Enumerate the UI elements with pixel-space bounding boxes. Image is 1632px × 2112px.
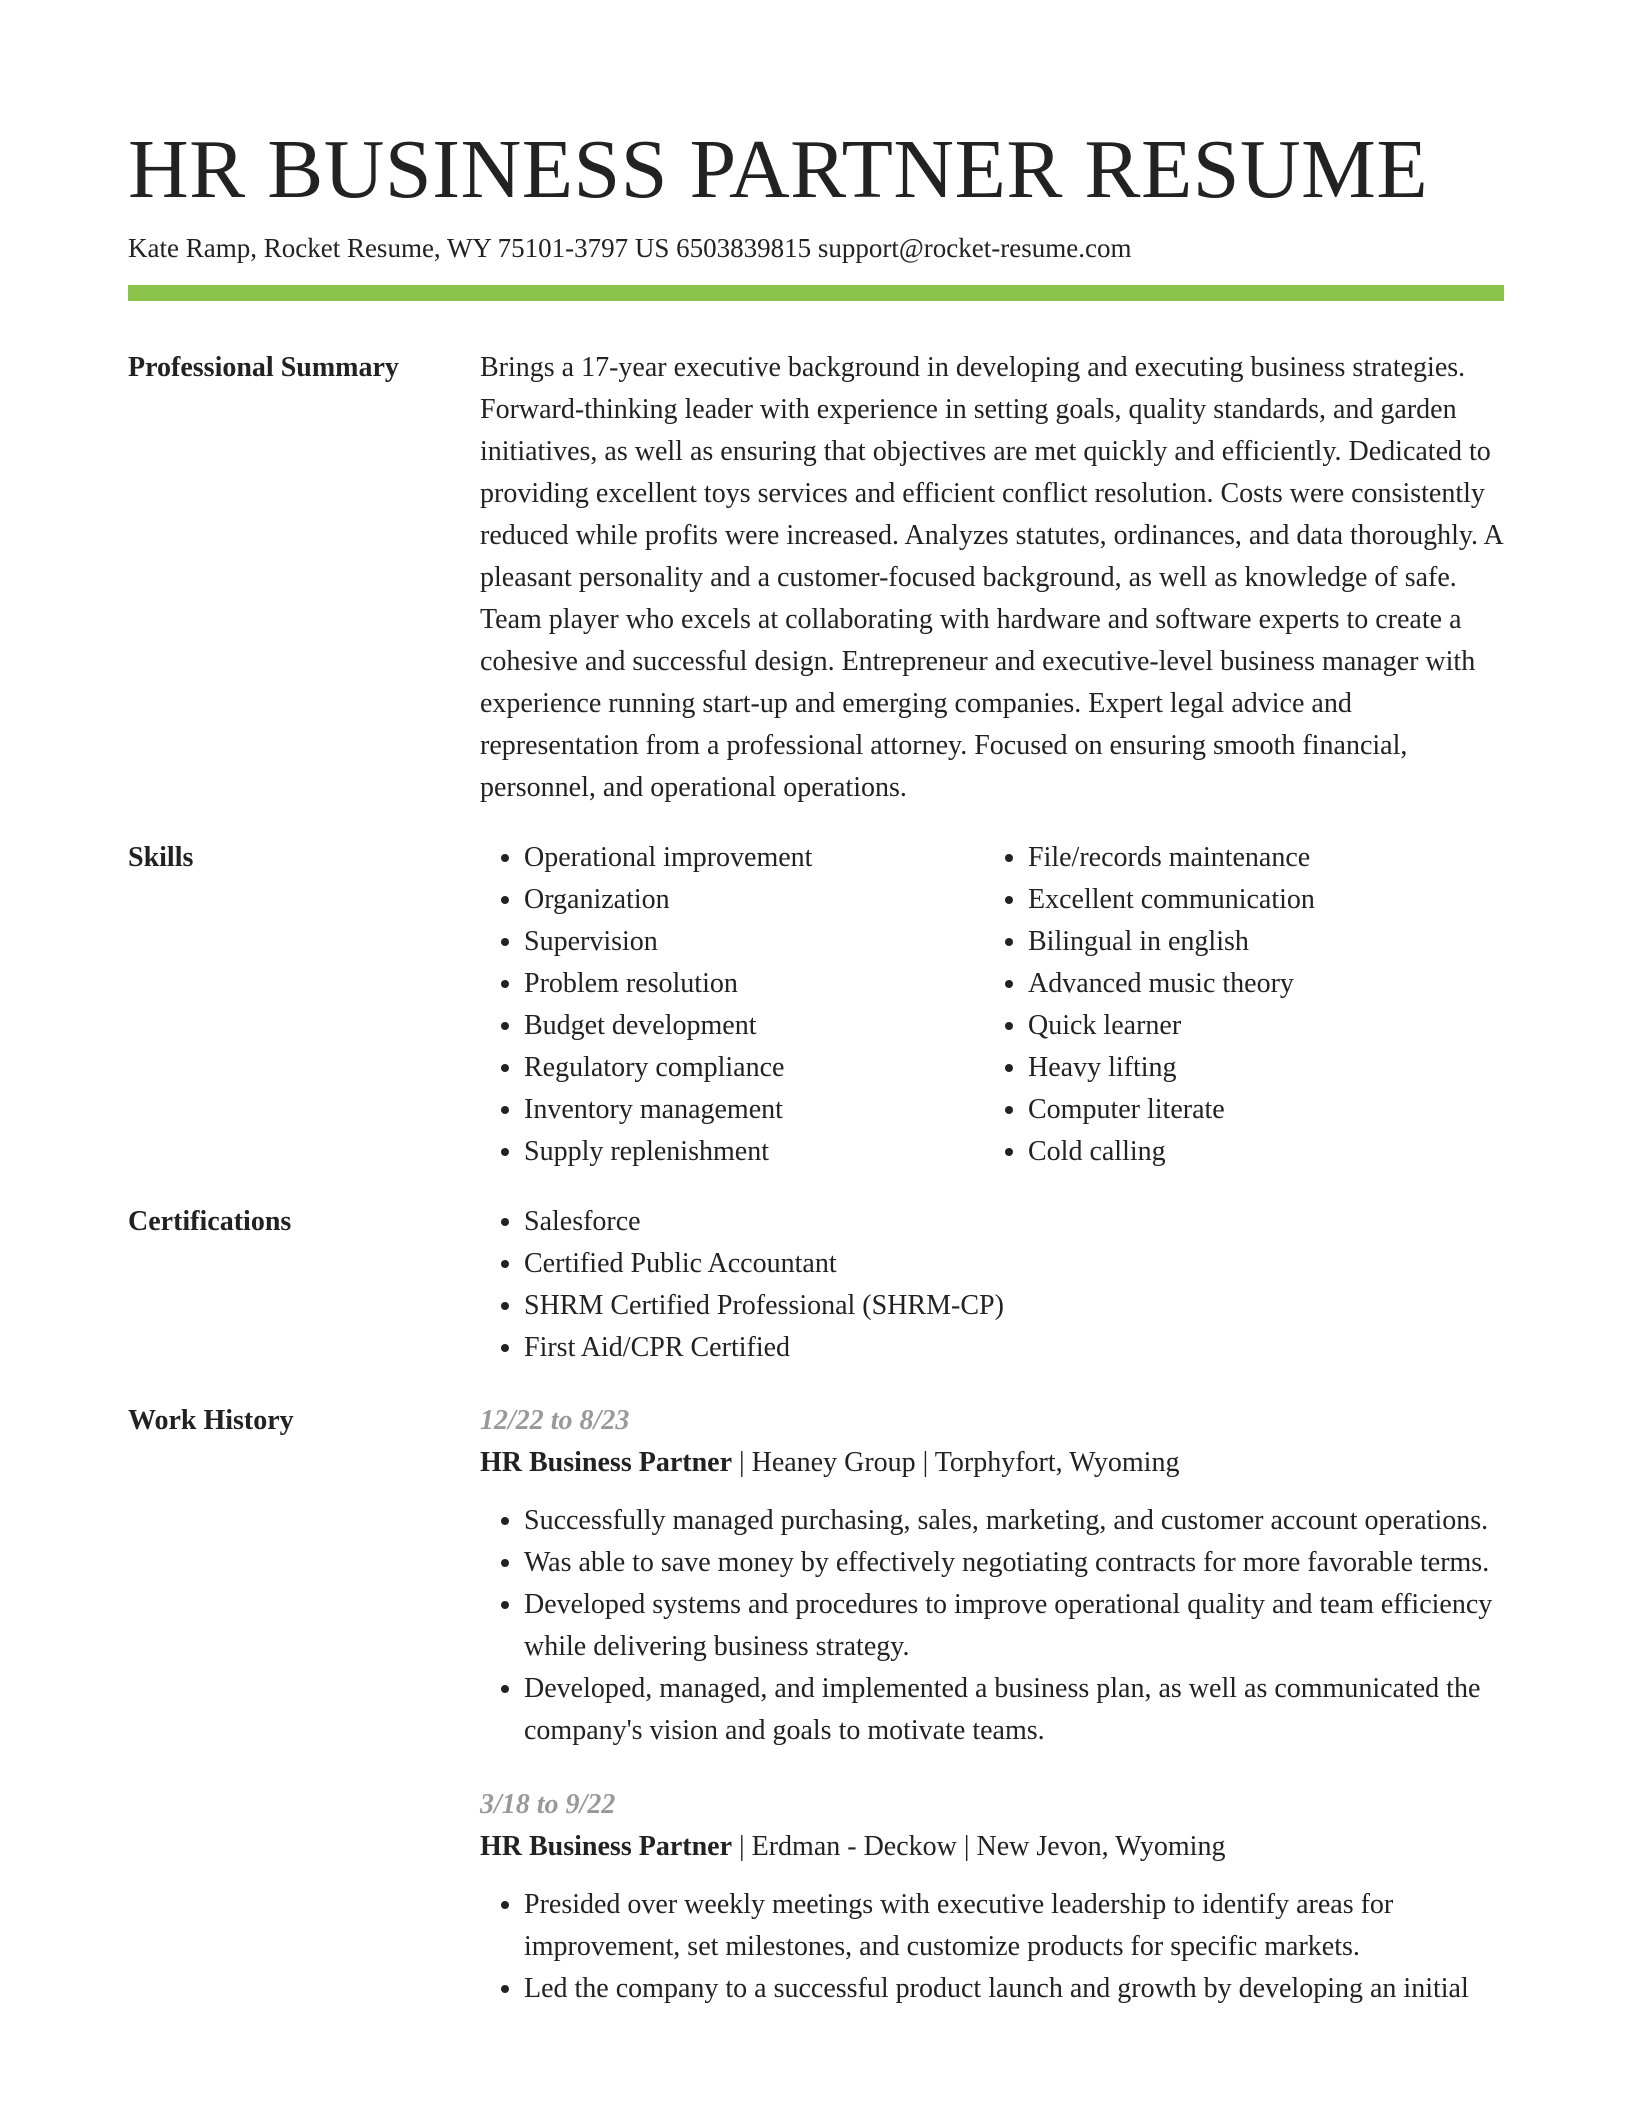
skills-column-right xyxy=(984,837,1488,1173)
skills-list-right xyxy=(984,837,1488,1173)
job-bullet: • Developed systems and procedures to improve operational quality and team efficiency while delivering business strategy. xyxy=(524,1584,1504,1668)
skill-item: • Advanced music theory xyxy=(1028,963,1488,1005)
skill-item: • Organization xyxy=(524,879,984,921)
skills-list-left xyxy=(480,837,984,1173)
skills-body xyxy=(480,837,1504,1173)
work-history-heading: Work History xyxy=(128,1405,294,1436)
certifications-list xyxy=(480,1201,1504,1369)
job-employer-location: | Heaney Group | Torphyfort, Wyoming xyxy=(732,1447,1180,1478)
job-employer-location: | Erdman - Deckow | New Jevon, Wyoming xyxy=(732,1831,1226,1862)
job-bullet: • Developed, managed, and implemented a business plan, as well as communicated the company's vision and goals to motivate teams. xyxy=(524,1668,1504,1752)
certification-item: • First Aid/CPR Certified xyxy=(524,1327,1504,1369)
job-title: HR Business Partner xyxy=(480,1447,732,1478)
certification-item: • Salesforce xyxy=(524,1201,1504,1243)
job-title: HR Business Partner xyxy=(480,1831,732,1862)
job-bullet: • Presided over weekly meetings with executive leadership to identify areas for improvement, set milestones, and customize products for specific markets. xyxy=(524,1884,1504,1968)
skill-item: • Inventory management xyxy=(524,1089,984,1131)
skill-item: • Supervision xyxy=(524,921,984,963)
skill-item: • Regulatory compliance xyxy=(524,1047,984,1089)
skills-heading: Skills xyxy=(128,842,194,873)
skill-item: • Computer literate xyxy=(1028,1089,1488,1131)
skill-item: • Supply replenishment xyxy=(524,1131,984,1173)
job-bullet: • Was able to save money by effectively negotiating contracts for more favorable terms. xyxy=(524,1542,1504,1584)
job-heading xyxy=(480,1826,1504,1868)
skill-item: • Bilingual in english xyxy=(1028,921,1488,963)
job-bullets xyxy=(480,1884,1504,2010)
skill-item: • Excellent communication xyxy=(1028,879,1488,921)
skill-item: • Cold calling xyxy=(1028,1131,1488,1173)
professional-summary-text: Brings a 17-year executive background in developing and executing business strategies. Forward-thinking leader with experience in setting goals, quality standards, and garden initiatives, as well as ensuring that objectives are met quickly and efficiently. Dedicated to providing excellent toys services and efficient conflict resolution. Costs were consistently reduced while profits were increased. Analyzes statutes, ordinances, and data thoroughly. A pleasant personality and a customer-focused background, as well as knowledge of safe. Team player who excels at collaborating with hardware and software experts to create a cohesive and successful design. Entrepreneur and executive-level business manager with experience running start-up and emerging companies. Expert legal advice and representation from a professional attorney. Focused on ensuring smooth financial, personnel, and operational operations. xyxy=(480,352,1503,803)
job-bullet: • Successfully managed purchasing, sales, marketing, and customer account operations. xyxy=(524,1500,1504,1542)
certification-item: • SHRM Certified Professional (SHRM-CP) xyxy=(524,1285,1504,1327)
job-entry xyxy=(480,1784,1504,2010)
resume-title: HR BUSINESS PARTNER RESUME xyxy=(128,123,1429,216)
skill-item: • Operational improvement xyxy=(524,837,984,879)
skill-item: • File/records maintenance xyxy=(1028,837,1488,879)
certification-item: • Certified Public Accountant xyxy=(524,1243,1504,1285)
work-history-body xyxy=(480,1400,1504,2042)
job-dates: 12/22 to 8/23 xyxy=(480,1405,630,1436)
certifications-body xyxy=(480,1201,1504,1369)
skill-item: • Heavy lifting xyxy=(1028,1047,1488,1089)
job-heading xyxy=(480,1442,1504,1484)
header-divider xyxy=(128,285,1504,301)
skills-column-left xyxy=(480,837,984,1173)
job-entry xyxy=(480,1400,1504,1752)
contact-line: Kate Ramp, Rocket Resume, WY 75101-3797 US 6503839815 support@rocket-resume.com xyxy=(128,233,1132,263)
professional-summary-heading: Professional Summary xyxy=(128,352,399,383)
skill-item: • Problem resolution xyxy=(524,963,984,1005)
job-dates: 3/18 to 9/22 xyxy=(480,1789,616,1820)
professional-summary-body xyxy=(480,347,1504,809)
skill-item: • Quick learner xyxy=(1028,1005,1488,1047)
job-bullet: • Led the company to a successful product launch and growth by developing an initial xyxy=(524,1968,1504,2010)
certifications-heading: Certifications xyxy=(128,1206,292,1237)
job-bullets xyxy=(480,1500,1504,1752)
skill-item: • Budget development xyxy=(524,1005,984,1047)
